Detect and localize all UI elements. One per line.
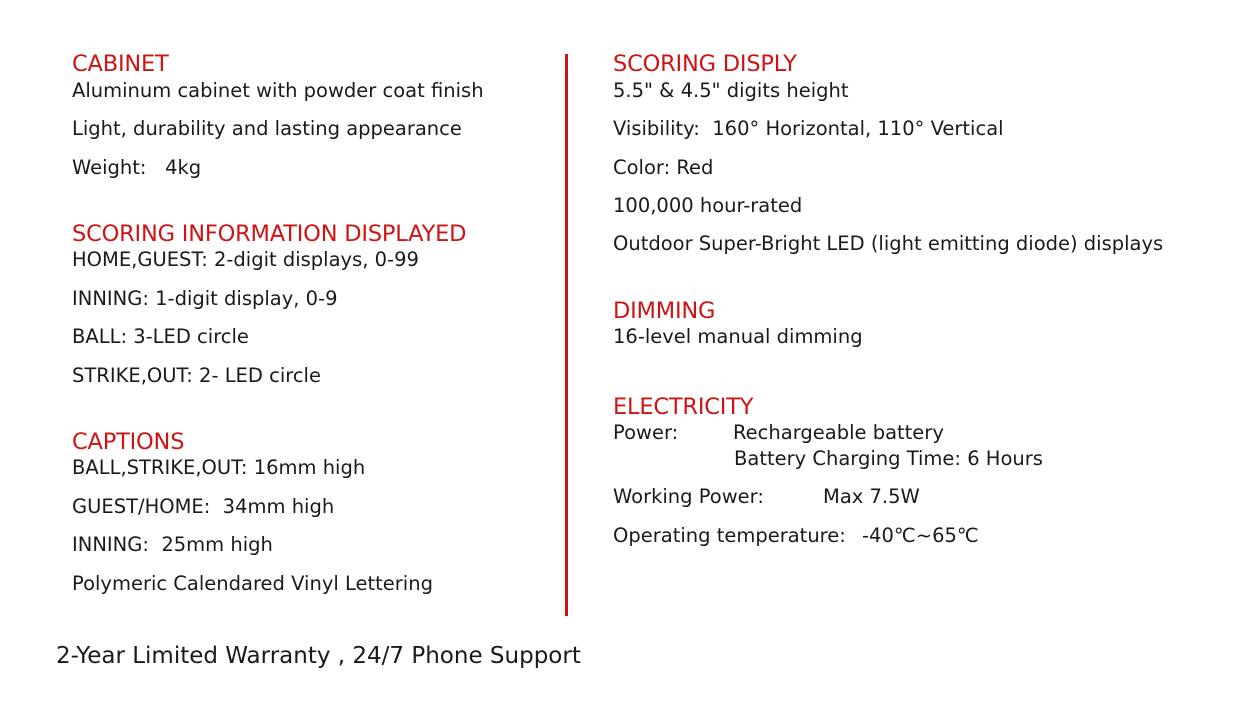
captions-line-3: INNING: 25mm high (72, 533, 273, 556)
cabinet-line-2: Light, durability and lasting appearance (72, 117, 462, 140)
scoring-info-line-1: HOME,GUEST: 2-digit displays, 0-99 (72, 248, 419, 271)
temperature-row (613, 524, 979, 548)
scoring-display-line-2: Visibility: 160° Horizontal, 110° Vertical (613, 117, 1004, 140)
captions-line-2: GUEST/HOME: 34mm high (72, 495, 335, 518)
scoring-info-line-3: BALL: 3-LED circle (72, 325, 249, 348)
scoring-display-line-4: 100,000 hour-rated (613, 194, 803, 217)
power-label: Power: (613, 421, 679, 444)
scoring-display-heading: SCORING DISPLY (613, 51, 797, 77)
cabinet-heading: CABINET (72, 51, 169, 77)
temperature-value: -40℃~65℃ (862, 524, 979, 547)
scoring-info-heading: SCORING INFORMATION DISPLAYED (72, 221, 467, 247)
working-power-value: Max 7.5W (823, 485, 920, 508)
dimming-heading: DIMMING (613, 298, 716, 324)
cabinet-line-1: Aluminum cabinet with powder coat finish (72, 79, 484, 102)
captions-line-4: Polymeric Calendared Vinyl Lettering (72, 572, 433, 595)
temperature-label: Operating temperature: (613, 524, 846, 547)
warranty-footer: 2-Year Limited Warranty , 24/7 Phone Support (56, 643, 581, 669)
scoring-display-line-1: 5.5" & 4.5" digits height (613, 79, 849, 102)
captions-heading: CAPTIONS (72, 429, 185, 455)
column-divider (565, 54, 568, 616)
power-value: Rechargeable battery (733, 421, 944, 444)
electricity-heading: ELECTRICITY (613, 394, 754, 420)
captions-line-1: BALL,STRIKE,OUT: 16mm high (72, 456, 366, 479)
dimming-line-1: 16-level manual dimming (613, 325, 863, 348)
working-power-row (613, 485, 920, 509)
cabinet-weight: Weight: 4kg (72, 156, 202, 179)
charging-time: Battery Charging Time: 6 Hours (734, 447, 1043, 470)
working-power-label: Working Power: (613, 485, 764, 508)
scoring-display-line-3: Color: Red (613, 156, 714, 179)
scoring-info-line-4: STRIKE,OUT: 2- LED circle (72, 364, 321, 387)
scoring-display-line-5: Outdoor Super-Bright LED (light emitting diode) displays (613, 232, 1164, 255)
power-row (613, 421, 944, 445)
scoring-info-line-2: INNING: 1-digit display, 0-9 (72, 287, 338, 310)
